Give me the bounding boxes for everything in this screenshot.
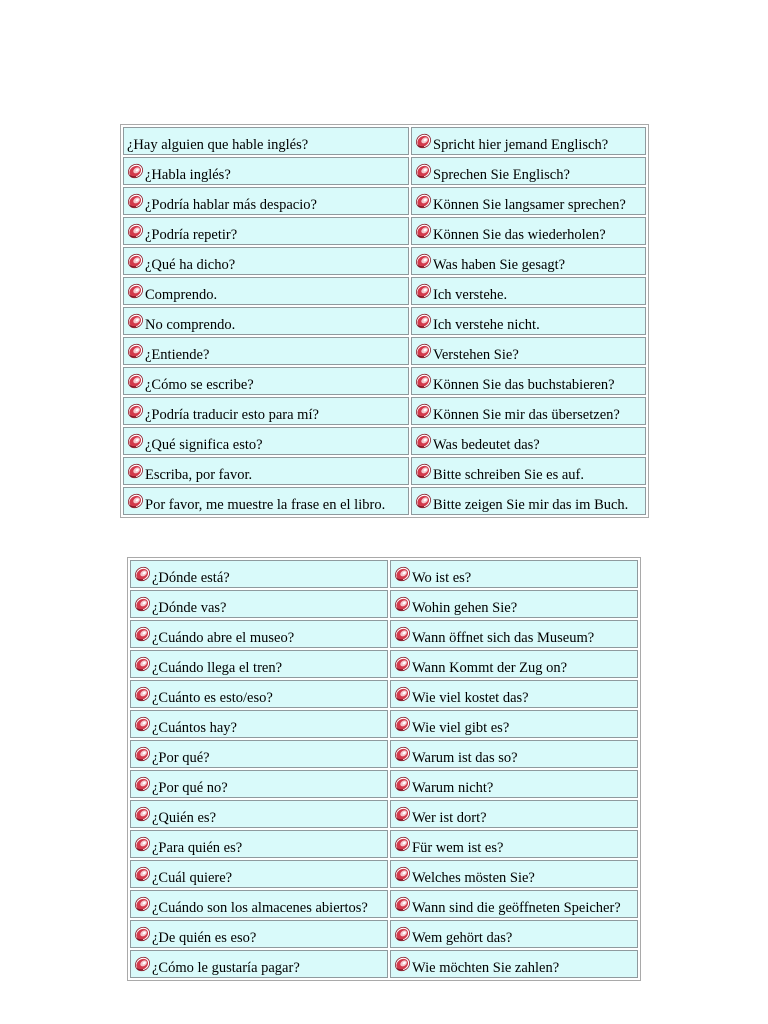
- speaker-audio-icon[interactable]: [127, 162, 144, 179]
- german-phrase-cell: [411, 307, 646, 335]
- cell-content: [394, 864, 635, 884]
- spanish-phrase-cell: [123, 367, 409, 395]
- spanish-phrase-cell: [130, 890, 388, 918]
- cell-content: [415, 161, 643, 181]
- cell-content: [415, 341, 643, 361]
- german-phrase-cell-text: Wie möchten Sie zahlen?: [412, 960, 560, 976]
- speaker-audio-icon[interactable]: [415, 462, 432, 479]
- cell-content: [127, 191, 406, 211]
- cell-content: [134, 864, 385, 884]
- german-phrase-cell: [411, 157, 646, 185]
- table-row: [123, 277, 646, 305]
- table-row: [130, 770, 638, 798]
- spanish-phrase-cell-text: ¿Quién es?: [152, 810, 217, 826]
- spanish-phrase-cell: [123, 247, 409, 275]
- table-row: [130, 830, 638, 858]
- cell-content: [415, 401, 643, 421]
- table-row: [123, 427, 646, 455]
- cell-content: [415, 461, 643, 481]
- german-phrase-cell-text: Wohin gehen Sie?: [412, 600, 518, 616]
- spanish-phrase-cell-text: ¿Cuándo abre el museo?: [152, 630, 295, 646]
- speaker-audio-icon[interactable]: [127, 372, 144, 389]
- german-phrase-cell-text: Können Sie das buchstabieren?: [433, 377, 615, 393]
- german-phrase-cell-text: Wann öffnet sich das Museum?: [412, 630, 595, 646]
- german-phrase-cell: [411, 487, 646, 515]
- german-phrase-cell: [411, 367, 646, 395]
- table-row: [130, 740, 638, 768]
- cell-content: [127, 341, 406, 361]
- speaker-audio-icon[interactable]: [394, 745, 411, 762]
- cell-content: [127, 371, 406, 391]
- cell-content: [127, 281, 406, 301]
- german-phrase-cell: [411, 427, 646, 455]
- cell-content: [394, 954, 635, 974]
- german-phrase-cell-text: Verstehen Sie?: [433, 347, 519, 363]
- spanish-phrase-cell: [123, 157, 409, 185]
- cell-content: [415, 371, 643, 391]
- table-row: [123, 397, 646, 425]
- spanish-phrase-cell: [130, 770, 388, 798]
- phrase-table-2: [127, 557, 641, 981]
- speaker-audio-icon[interactable]: [415, 162, 432, 179]
- spanish-phrase-cell: [130, 590, 388, 618]
- spanish-phrase-cell: [130, 830, 388, 858]
- cell-content: [127, 161, 406, 181]
- german-phrase-cell: [411, 337, 646, 365]
- speaker-audio-icon[interactable]: [394, 775, 411, 792]
- german-phrase-cell-text: Wie viel gibt es?: [412, 720, 510, 736]
- spanish-phrase-cell-text: ¿Cuándo son los almacenes abiertos?: [152, 900, 368, 916]
- cell-content: [134, 774, 385, 794]
- speaker-audio-icon[interactable]: [134, 835, 151, 852]
- cell-content: [394, 774, 635, 794]
- speaker-audio-icon[interactable]: [415, 432, 432, 449]
- cell-content: [415, 191, 643, 211]
- spanish-phrase-cell-text: ¿Qué ha dicho?: [145, 257, 236, 273]
- spanish-phrase-cell: [130, 560, 388, 588]
- speaker-audio-icon[interactable]: [394, 955, 411, 972]
- cell-content: [127, 401, 406, 421]
- cell-content: [394, 714, 635, 734]
- cell-content: [394, 564, 635, 584]
- german-phrase-cell: [411, 247, 646, 275]
- german-phrase-cell-text: Welches mösten Sie?: [412, 870, 535, 886]
- german-phrase-cell-text: Wann sind die geöffneten Speicher?: [412, 900, 621, 916]
- cell-content: [415, 431, 643, 451]
- spanish-phrase-cell: [130, 800, 388, 828]
- table-row: [123, 367, 646, 395]
- cell-content: [134, 744, 385, 764]
- speaker-audio-icon[interactable]: [415, 312, 432, 329]
- speaker-audio-icon[interactable]: [394, 925, 411, 942]
- spanish-phrase-cell: [123, 427, 409, 455]
- cell-content: [394, 804, 635, 824]
- cell-content: [127, 311, 406, 331]
- speaker-audio-icon[interactable]: [394, 835, 411, 852]
- german-phrase-cell-text: Können Sie mir das übersetzen?: [433, 407, 620, 423]
- german-phrase-cell: [390, 590, 638, 618]
- cell-content: [394, 744, 635, 764]
- table-row: [123, 457, 646, 485]
- speaker-audio-icon[interactable]: [415, 402, 432, 419]
- cell-content: [134, 594, 385, 614]
- speaker-audio-icon[interactable]: [134, 775, 151, 792]
- speaker-audio-icon[interactable]: [127, 222, 144, 239]
- cell-content: [134, 954, 385, 974]
- table-row: [130, 680, 638, 708]
- cell-content: [134, 804, 385, 824]
- table-row: [130, 560, 638, 588]
- cell-content: [134, 624, 385, 644]
- spanish-phrase-cell: [123, 337, 409, 365]
- speaker-audio-icon[interactable]: [127, 462, 144, 479]
- spanish-phrase-cell-text: No comprendo.: [145, 317, 236, 333]
- speaker-audio-icon[interactable]: [394, 565, 411, 582]
- spanish-phrase-cell-text: ¿Dónde está?: [152, 570, 230, 586]
- speaker-audio-icon[interactable]: [394, 715, 411, 732]
- spanish-phrase-cell-text: ¿Podría hablar más despacio?: [145, 197, 317, 213]
- speaker-audio-icon[interactable]: [415, 132, 432, 149]
- speaker-audio-icon[interactable]: [134, 625, 151, 642]
- spanish-phrase-cell-text: ¿Para quién es?: [152, 840, 243, 856]
- cell-content: [134, 684, 385, 704]
- table-row: [123, 157, 646, 185]
- german-phrase-cell-text: Wo ist es?: [412, 570, 472, 586]
- table-row: [130, 590, 638, 618]
- speaker-audio-icon[interactable]: [415, 282, 432, 299]
- german-phrase-cell-text: Bitte zeigen Sie mir das im Buch.: [433, 497, 629, 513]
- spanish-phrase-cell: [130, 950, 388, 978]
- spanish-phrase-cell-text: ¿De quién es eso?: [152, 930, 257, 946]
- speaker-audio-icon[interactable]: [127, 342, 144, 359]
- spanish-phrase-cell-text: ¿Cómo le gustaría pagar?: [152, 960, 300, 976]
- german-phrase-cell: [411, 277, 646, 305]
- spanish-phrase-cell: [123, 217, 409, 245]
- speaker-audio-icon[interactable]: [394, 865, 411, 882]
- spanish-phrase-cell: [123, 487, 409, 515]
- speaker-audio-icon[interactable]: [134, 955, 151, 972]
- speaker-audio-icon[interactable]: [134, 715, 151, 732]
- german-phrase-cell: [390, 830, 638, 858]
- german-phrase-cell-text: Spricht hier jemand Englisch?: [433, 137, 609, 153]
- german-phrase-cell-text: Für wem ist es?: [412, 840, 504, 856]
- speaker-audio-icon[interactable]: [127, 192, 144, 209]
- table-row: [123, 127, 646, 155]
- table-row: [130, 950, 638, 978]
- table-row: [123, 307, 646, 335]
- cell-content: [394, 684, 635, 704]
- spanish-phrase-cell-text: ¿Hay alguien que hable inglés?: [127, 136, 309, 153]
- german-phrase-cell: [411, 397, 646, 425]
- cell-content: [394, 894, 635, 914]
- phrase-table-body: [130, 560, 638, 978]
- speaker-audio-icon[interactable]: [415, 192, 432, 209]
- spanish-phrase-cell: [130, 620, 388, 648]
- table-row: [130, 890, 638, 918]
- speaker-audio-icon[interactable]: [134, 745, 151, 762]
- cell-content: [415, 221, 643, 241]
- spanish-phrase-cell-text: ¿Por qué?: [152, 750, 210, 766]
- table-row: [123, 187, 646, 215]
- german-phrase-cell: [390, 740, 638, 768]
- table-row: [130, 650, 638, 678]
- speaker-audio-icon[interactable]: [394, 595, 411, 612]
- german-phrase-cell: [411, 187, 646, 215]
- speaker-audio-icon[interactable]: [134, 655, 151, 672]
- speaker-audio-icon[interactable]: [415, 342, 432, 359]
- spanish-phrase-cell: [130, 710, 388, 738]
- german-phrase-cell-text: Was bedeutet das?: [433, 437, 540, 453]
- spanish-phrase-cell-text: ¿Cómo se escribe?: [145, 377, 254, 393]
- german-phrase-cell-text: Können Sie langsamer sprechen?: [433, 197, 626, 213]
- spanish-phrase-cell: [130, 650, 388, 678]
- german-phrase-cell-text: Ich verstehe.: [433, 287, 508, 303]
- speaker-audio-icon[interactable]: [415, 492, 432, 509]
- spanish-phrase-cell: [130, 740, 388, 768]
- cell-content: [134, 564, 385, 584]
- german-phrase-cell-text: Warum ist das so?: [412, 750, 518, 766]
- cell-content: [394, 654, 635, 674]
- german-phrase-cell: [390, 860, 638, 888]
- german-phrase-cell-text: Können Sie das wiederholen?: [433, 227, 606, 243]
- german-phrase-cell-text: Wann Kommt der Zug on?: [412, 660, 568, 676]
- cell-content: [134, 894, 385, 914]
- table-row: [123, 337, 646, 365]
- german-phrase-cell: [411, 127, 646, 155]
- table-row: [123, 217, 646, 245]
- cell-content: [394, 594, 635, 614]
- spanish-phrase-cell-text: ¿Habla inglés?: [145, 167, 231, 183]
- german-phrase-cell: [390, 710, 638, 738]
- german-phrase-cell: [390, 800, 638, 828]
- cell-content: [415, 491, 643, 511]
- german-phrase-cell: [390, 890, 638, 918]
- german-phrase-cell-text: Wer ist dort?: [412, 810, 487, 826]
- cell-content: [127, 132, 406, 151]
- speaker-audio-icon[interactable]: [415, 222, 432, 239]
- cell-content: [415, 131, 643, 151]
- speaker-audio-icon[interactable]: [415, 252, 432, 269]
- phrase-table-1: [120, 124, 649, 518]
- cell-content: [127, 251, 406, 271]
- spanish-phrase-cell-text: Comprendo.: [145, 287, 218, 303]
- spanish-phrase-cell-text: ¿Cuántos hay?: [152, 720, 237, 736]
- spanish-phrase-cell: [123, 187, 409, 215]
- speaker-audio-icon[interactable]: [134, 805, 151, 822]
- speaker-audio-icon[interactable]: [134, 865, 151, 882]
- cell-content: [134, 654, 385, 674]
- german-phrase-cell: [411, 217, 646, 245]
- speaker-audio-icon[interactable]: [134, 685, 151, 702]
- speaker-audio-icon[interactable]: [127, 312, 144, 329]
- cell-content: [415, 311, 643, 331]
- spanish-phrase-cell-text: ¿Dónde vas?: [152, 600, 227, 616]
- speaker-audio-icon[interactable]: [127, 252, 144, 269]
- speaker-audio-icon[interactable]: [127, 432, 144, 449]
- spanish-phrase-cell-text: ¿Por qué no?: [152, 780, 228, 796]
- speaker-audio-icon[interactable]: [127, 492, 144, 509]
- table-row: [130, 710, 638, 738]
- speaker-audio-icon[interactable]: [127, 402, 144, 419]
- german-phrase-cell: [411, 457, 646, 485]
- speaker-audio-icon[interactable]: [134, 565, 151, 582]
- spanish-phrase-cell: [123, 277, 409, 305]
- german-phrase-cell-text: Wie viel kostet das?: [412, 690, 529, 706]
- german-phrase-cell-text: Was haben Sie gesagt?: [433, 257, 566, 273]
- speaker-audio-icon[interactable]: [134, 895, 151, 912]
- german-phrase-cell: [390, 920, 638, 948]
- german-phrase-cell: [390, 680, 638, 708]
- spanish-phrase-cell-text: Por favor, me muestre la frase en el libro.: [145, 497, 386, 513]
- cell-content: [127, 461, 406, 481]
- german-phrase-cell-text: Sprechen Sie Englisch?: [433, 167, 570, 183]
- german-phrase-cell-text: Wem gehört das?: [412, 930, 513, 946]
- speaker-audio-icon[interactable]: [127, 282, 144, 299]
- german-phrase-cell-text: Bitte schreiben Sie es auf.: [433, 467, 584, 483]
- german-phrase-cell: [390, 950, 638, 978]
- table-row: [123, 247, 646, 275]
- speaker-audio-icon[interactable]: [394, 895, 411, 912]
- speaker-audio-icon[interactable]: [134, 595, 151, 612]
- spanish-phrase-cell-text: ¿Entiende?: [145, 347, 210, 363]
- spanish-phrase-cell-text: ¿Cuándo llega el tren?: [152, 660, 283, 676]
- cell-content: [127, 431, 406, 451]
- german-phrase-cell: [390, 560, 638, 588]
- spanish-phrase-cell-text: ¿Qué significa esto?: [145, 437, 263, 453]
- german-phrase-cell: [390, 650, 638, 678]
- speaker-audio-icon[interactable]: [394, 655, 411, 672]
- spanish-phrase-cell: [130, 860, 388, 888]
- spanish-phrase-cell-text: ¿Cuánto es esto/eso?: [152, 690, 273, 706]
- phrase-table-body: [123, 127, 646, 515]
- cell-content: [415, 281, 643, 301]
- spanish-phrase-cell: [123, 307, 409, 335]
- spanish-phrase-cell-text: Escriba, por favor.: [145, 467, 253, 483]
- table-row: [130, 620, 638, 648]
- spanish-phrase-cell: [123, 127, 409, 155]
- table-row: [130, 800, 638, 828]
- speaker-audio-icon[interactable]: [394, 625, 411, 642]
- cell-content: [415, 251, 643, 271]
- spanish-phrase-cell-text: ¿Cuál quiere?: [152, 870, 233, 886]
- cell-content: [127, 221, 406, 241]
- spanish-phrase-cell-text: ¿Podría repetir?: [145, 227, 238, 243]
- german-phrase-cell-text: Warum nicht?: [412, 780, 494, 796]
- german-phrase-cell-text: Ich verstehe nicht.: [433, 317, 540, 333]
- cell-content: [394, 924, 635, 944]
- spanish-phrase-cell: [123, 397, 409, 425]
- german-phrase-cell: [390, 770, 638, 798]
- speaker-audio-icon[interactable]: [394, 805, 411, 822]
- cell-content: [134, 714, 385, 734]
- table-row: [123, 487, 646, 515]
- table-row: [130, 920, 638, 948]
- spanish-phrase-cell: [130, 680, 388, 708]
- spanish-phrase-cell-text: ¿Podría traducir esto para mí?: [145, 407, 319, 423]
- spanish-phrase-cell: [130, 920, 388, 948]
- cell-content: [394, 624, 635, 644]
- cell-content: [134, 924, 385, 944]
- spanish-phrase-cell: [123, 457, 409, 485]
- cell-content: [394, 834, 635, 854]
- cell-content: [134, 834, 385, 854]
- speaker-audio-icon[interactable]: [415, 372, 432, 389]
- german-phrase-cell: [390, 620, 638, 648]
- speaker-audio-icon[interactable]: [134, 925, 151, 942]
- table-row: [130, 860, 638, 888]
- speaker-audio-icon[interactable]: [394, 685, 411, 702]
- cell-content: [127, 491, 406, 511]
